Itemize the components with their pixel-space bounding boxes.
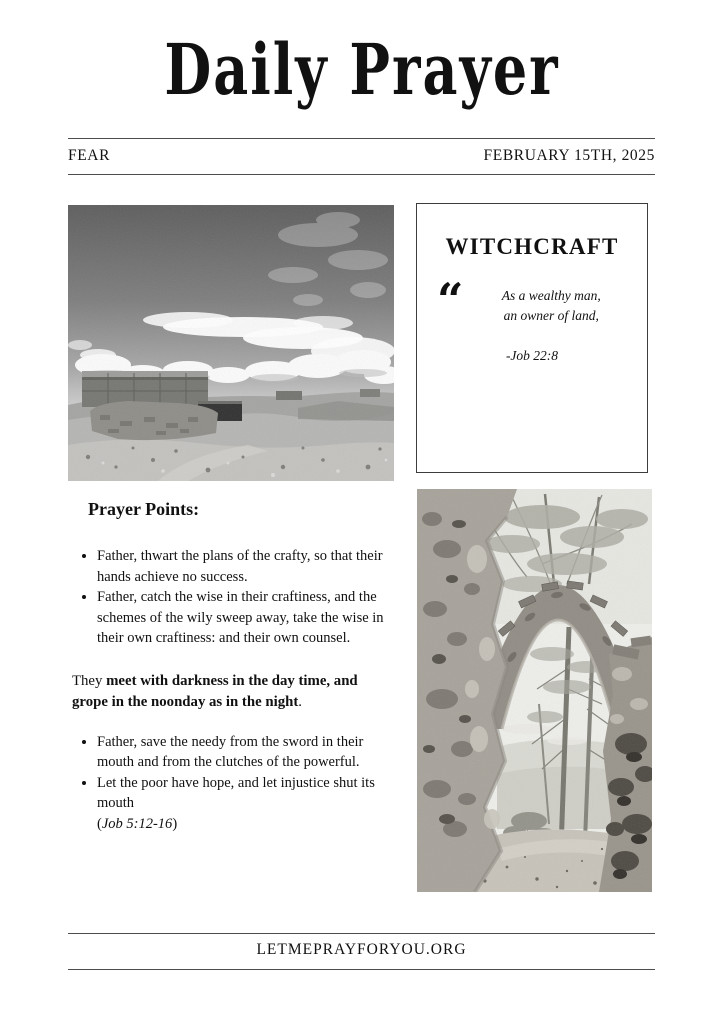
quote-line: an owner of land, xyxy=(503,308,599,323)
list-item xyxy=(97,773,402,835)
masthead xyxy=(0,27,724,111)
paren: ( xyxy=(97,815,102,832)
issue-header xyxy=(68,147,655,165)
quote-text xyxy=(469,286,633,326)
date-label: FEBRUARY 15TH, 2025 xyxy=(483,147,655,164)
scripture-reference: -Job 22:8 xyxy=(505,348,559,363)
topic-card-title: WITCHCRAFT xyxy=(445,234,619,259)
emphasis-bold: meet with darkness in the day time, and grope in the noonday as in the night xyxy=(72,672,358,710)
prayer-list-top xyxy=(68,546,402,649)
prayer-points-section xyxy=(68,498,402,834)
prayer-list-bottom xyxy=(68,732,402,835)
prayer-points-heading: Prayer Points: xyxy=(88,499,200,519)
divider xyxy=(68,933,655,934)
list-item-text: Let the poor have hope, and let injustice shut its mouth xyxy=(97,774,375,811)
divider xyxy=(68,969,655,970)
paren: ) xyxy=(172,815,178,832)
divider xyxy=(68,138,655,139)
quote-line: As a wealthy man, xyxy=(501,288,601,303)
scripture-reference xyxy=(97,816,177,832)
masthead-title: Daily Prayer xyxy=(164,27,560,111)
emphasis-suffix: . xyxy=(298,693,302,710)
archway-photo xyxy=(417,489,652,892)
open-quote-icon: “ xyxy=(437,273,464,327)
list-item: • Father, save the needy from the sword in their mouth and from the clutches of the powerful. xyxy=(97,732,402,773)
list-item: • Father, catch the wise in their craftiness, and the schemes of the wily sweep away, take the wise in their own craftiness: and their own counsel. xyxy=(97,587,402,649)
landscape-photo xyxy=(68,205,394,481)
divider xyxy=(68,174,655,175)
topic-card xyxy=(416,203,648,473)
emphasis-prefix: They xyxy=(72,672,107,689)
footer-url: LETMEPRAYFORYOU.ORG xyxy=(256,941,467,958)
list-item: • Father, thwart the plans of the crafty, so that their hands achieve no success. xyxy=(97,546,402,587)
scripture-reference-text: Job 5:12-16 xyxy=(101,815,173,832)
emphasis-paragraph xyxy=(68,671,394,713)
quote-block xyxy=(437,273,633,327)
topic-label: FEAR xyxy=(68,147,111,164)
